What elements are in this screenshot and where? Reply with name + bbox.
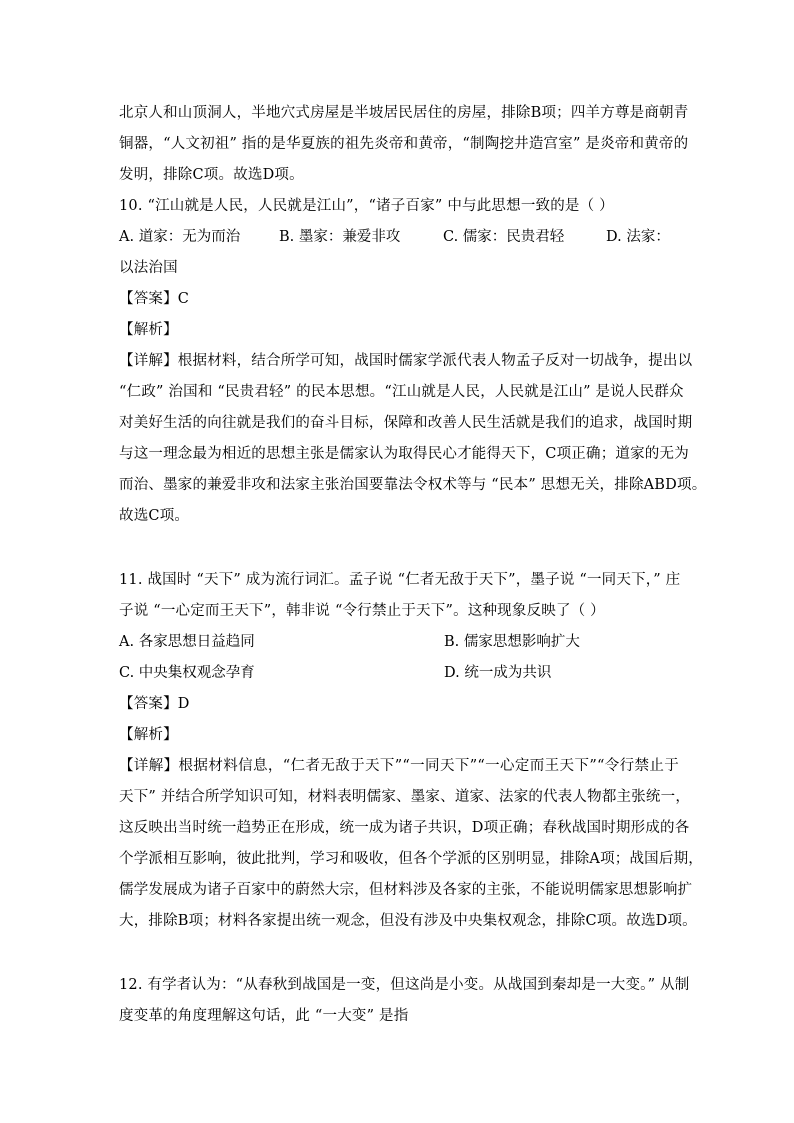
spacer — [119, 937, 679, 970]
question-11-stem-line: 11. 战国时 “天下” 成为流行词汇。孟子说 “仁者无敌于天下”，墨子说 “一同天下，” 庄 — [119, 572, 681, 588]
question-11-options-row — [119, 658, 679, 689]
detail-line: 儒学发展成为诸子百家中的蔚然大宗，但材料涉及各家的主张，不能说明儒家思想影响扩 — [119, 882, 693, 898]
question-10-detail — [119, 346, 707, 532]
question-11-stem-line: 子说 “一心定而王天下”，韩非说 “令行禁止于天下”。这种现象反映了（ ） — [119, 603, 605, 619]
detail-line: 大，排除B项；材料各家提出统一观念，但没有涉及中央集权观念，排除C项。故选D项。 — [119, 913, 697, 929]
option-d: D. 法家： — [606, 229, 670, 245]
option-a: A. 各家思想日益趋同 — [119, 634, 255, 650]
answer-label: 【答案】C — [119, 291, 190, 307]
analysis-label: 【解析】 — [119, 727, 178, 743]
option-d-continuation: 以法治国 — [119, 260, 178, 276]
analysis-label: 【解析】 — [119, 322, 178, 338]
question-12-stem-line: 12. 有学者认为：“从春秋到战国是一变，但这尚是小变。从战国到秦却是一大变。” 从制 — [119, 977, 690, 993]
detail-line: 而治、墨家的兼爱非攻和法家主张治国要靠法令权术等与 “民本” 思想无关，排除ABD项。 — [119, 477, 707, 493]
question-10 — [119, 191, 707, 532]
detail-line: “仁政” 治国和 “民贵君轻” 的民本思想。“江山就是人民，人民就是江山” 是说人民群众 — [119, 384, 684, 400]
question-11-options-row — [119, 627, 679, 658]
detail-line: 故选C项。 — [119, 508, 190, 524]
question-10-options — [119, 222, 679, 253]
question-10-stem: 10. “江山就是人民，人民就是江山”，“诸子百家” 中与此思想一致的是（ ） — [119, 198, 614, 214]
intro-paragraph — [119, 98, 689, 191]
detail-line: 这反映出当时统一趋势正在形成，统一成为诸子共识，D项正确；春秋战国时期形成的各 — [119, 820, 690, 836]
intro-line: 北京人和山顶洞人，半地穴式房屋是半坡居民居住的房屋，排除B项；四羊方尊是商朝青 — [119, 105, 689, 121]
answer-label: 【答案】D — [119, 696, 190, 712]
detail-line: 与这一理念最为相近的思想主张是儒家认为取得民心才能得天下，C项正确；道家的无为 — [119, 446, 689, 462]
detail-line: 【详解】根据材料，结合所学可知，战国时儒家学派代表人物孟子反对一切战争，提出以 — [119, 353, 693, 369]
option-c: C. 中央集权观念孕育 — [119, 665, 255, 681]
option-d: D. 统一成为共识 — [444, 665, 552, 681]
document-content — [119, 98, 707, 1032]
detail-line: 【详解】根据材料信息，“仁者无敌于天下”“一同天下”“一心定而王天下”“令行禁止于 — [119, 758, 679, 774]
detail-line: 对美好生活的向往就是我们的奋斗目标，保障和改善人民生活就是我们的追求，战国时期 — [119, 415, 693, 431]
question-12 — [119, 970, 690, 1032]
option-b: B. 墨家：兼爱非攻 — [279, 229, 401, 245]
option-c: C. 儒家：民贵君轻 — [443, 229, 565, 245]
detail-line: 个学派相互影响，彼此批判，学习和吸收，但各个学派的区别明显，排除A项；战国后期， — [119, 851, 703, 867]
intro-line: 发明，排除C项。故选D项。 — [119, 167, 304, 183]
detail-line: 天下” 并结合所学知识可知，材料表明儒家、墨家、道家、法家的代表人物都主张统一， — [119, 789, 691, 805]
question-11 — [119, 565, 703, 937]
intro-line: 铜器，“人文初祖” 指的是华夏族的祖先炎帝和黄帝，“制陶挖井造宫室” 是炎帝和黄帝的 — [119, 136, 689, 152]
spacer — [119, 532, 679, 565]
question-11-detail — [119, 751, 703, 937]
option-a: A. 道家：无为而治 — [119, 229, 241, 245]
question-12-stem-line: 度变革的角度理解这句话，此 “一大变” 是指 — [119, 1008, 409, 1024]
option-b: B. 儒家思想影响扩大 — [444, 634, 580, 650]
